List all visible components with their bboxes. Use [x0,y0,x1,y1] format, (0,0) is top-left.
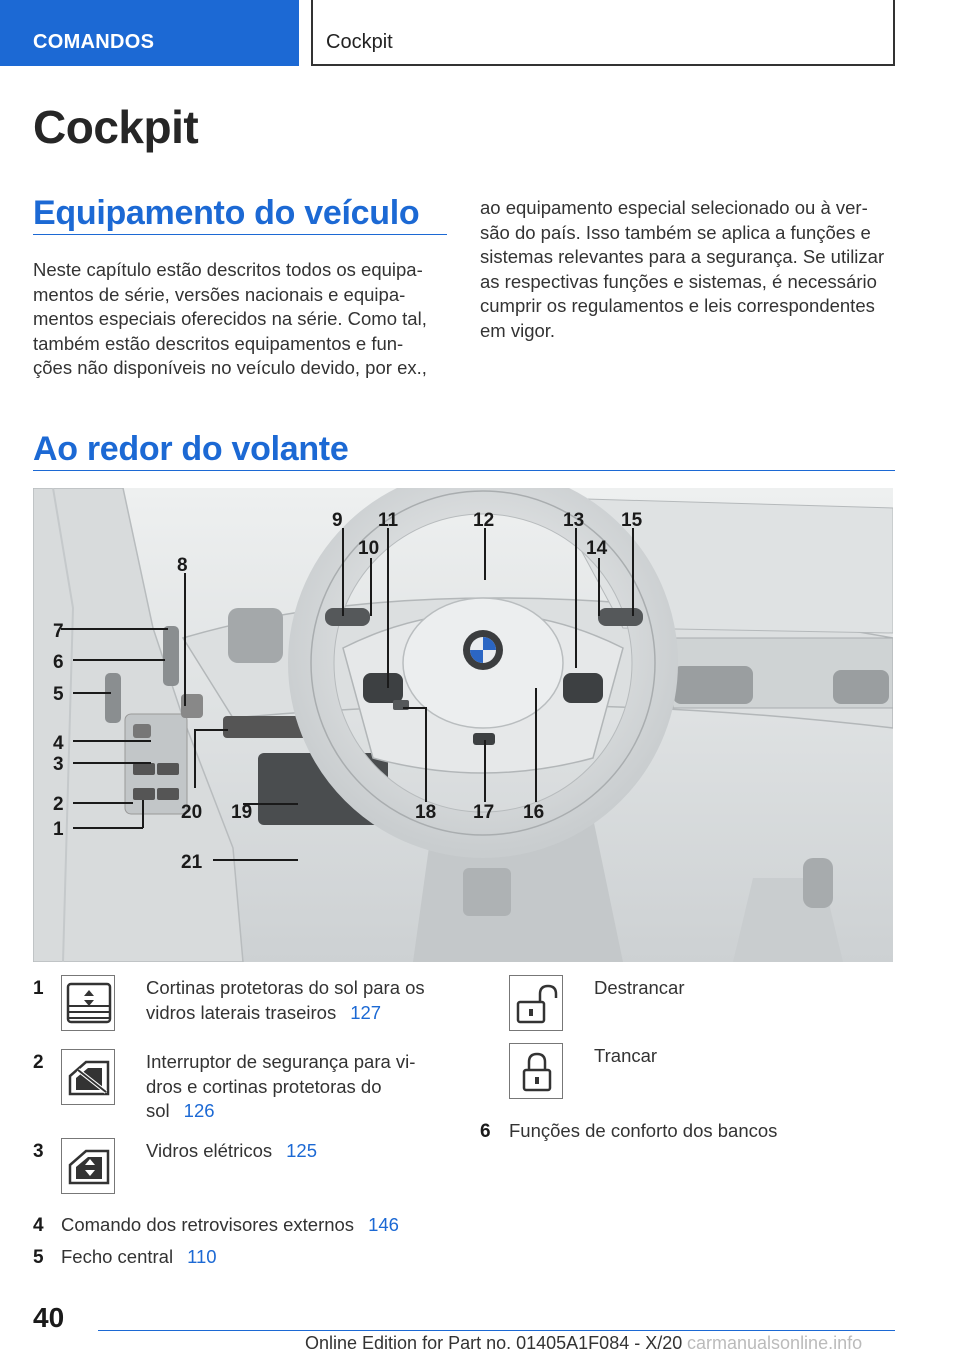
steering-rule [33,470,895,471]
text-line: mentos especiais oferecidos na série. Como tal, [33,308,427,329]
page-title: Cockpit [33,101,199,153]
callout-15: 15 [621,510,643,531]
legend-2-line1: Interruptor de segurança para vi- [146,1051,416,1072]
callout-1: 1 [53,819,64,840]
legend-4-text [61,1213,461,1238]
equipment-heading: Equipamento do veículo [33,194,420,232]
callout-3: 3 [53,754,64,775]
legend-5-pageref[interactable]: 110 [187,1246,217,1267]
legend-1-pageref[interactable]: 127 [350,1001,382,1023]
unlock-label: Destrancar [594,977,685,998]
callout-2: 2 [53,794,64,815]
child-lock-icon-graphic [62,1050,116,1106]
lock-icon [509,1043,563,1099]
callout-16: 16 [523,802,545,823]
child-lock-icon [61,1049,115,1105]
legend-3-text [146,1139,446,1164]
header-tabs [0,0,960,66]
text-line: as respectivas funções e sistemas, é necessário [480,270,877,292]
unlock-icon [509,975,563,1031]
legend-4-pageref[interactable]: 146 [368,1214,399,1235]
watermark: carmanualsonline.info [684,1333,862,1354]
legend-1-line2: vidros laterais traseiros [146,1001,337,1023]
legend-2-text [146,1050,446,1124]
callout-21: 21 [181,852,203,873]
callout-12: 12 [473,510,495,531]
text-line: sistemas relevantes para a segurança. Se utilizar [480,246,885,267]
callout-20: 20 [181,802,203,823]
chapter-tab[interactable]: COMANDOS [0,0,299,66]
legend-3-pageref[interactable]: 125 [286,1140,318,1161]
callout-10: 10 [358,538,380,559]
lock-label: Trancar [594,1045,658,1066]
text-line: Neste capítulo estão descritos todos os equipa- [33,259,423,280]
page-number: 40 [33,1302,65,1333]
steering-heading: Ao redor do volante [33,430,349,468]
sunblind-icon-graphic [62,976,116,1032]
legend-4-number: 4 [33,1215,44,1236]
callout-5: 5 [53,684,64,705]
callout-19: 19 [231,802,253,823]
callout-17: 17 [473,802,495,823]
footer-rule [98,1330,895,1331]
callout-7: 7 [53,621,64,642]
callout-13: 13 [563,510,585,531]
legend-3-line1: Vidros elétricos [146,1140,273,1161]
footer-edition: Online Edition for Part no. 01405A1F084 - X/20 [305,1333,683,1353]
unlock-icon-graphic [510,976,564,1032]
callout-4: 4 [53,733,64,754]
text-line: são do país. Isso também se aplica a funções e [480,221,871,243]
text-line: ções não disponíveis no veículo devido, por ex., [33,357,427,378]
callout-8: 8 [177,555,188,576]
legend-5-number: 5 [33,1247,44,1268]
equipment-text-col2 [480,196,900,343]
text-line: cumprir os regulamentos e leis correspondentes [480,295,875,316]
callout-9: 9 [332,510,343,531]
legend-6-number: 6 [480,1121,491,1142]
legend-2-line3: sol [146,1100,170,1121]
window-icon [61,1138,115,1194]
equipment-text-col1 [33,258,453,381]
legend-2-pageref[interactable]: 126 [183,1100,215,1121]
text-line: ao equipamento especial selecionado ou à ver- [480,197,868,218]
callout-11: 11 [378,510,399,531]
legend-6-text: Funções de conforto dos bancos [509,1120,778,1141]
equipment-rule [33,234,447,235]
callout-6: 6 [53,652,64,673]
callout-14: 14 [586,538,608,559]
text-line: em vigor. [480,319,556,341]
sunblind-icon [61,975,115,1031]
legend-2-number: 2 [33,1052,44,1073]
text-line: também estão descritos equipamentos e fun- [33,332,404,354]
cockpit-illustration [33,488,893,962]
section-tab[interactable]: Cockpit [311,0,895,66]
lock-icon-graphic [510,1044,564,1100]
window-icon-graphic [62,1139,116,1195]
legend-1-text [146,976,446,1025]
callout-18: 18 [415,802,437,823]
legend-5-line1: Fecho central [61,1246,174,1267]
text-line: mentos de série, versões nacionais e equipa- [33,283,406,305]
legend-1-number: 1 [33,978,44,999]
legend-5-text [61,1245,461,1270]
legend-4-line1: Comando dos retrovisores externos [61,1214,355,1235]
cockpit-drawing [33,488,893,962]
legend-2-line2: dros e cortinas protetoras do [146,1075,382,1097]
legend-1-line1: Cortinas protetoras do sol para os [146,977,425,998]
legend-3-number: 3 [33,1141,44,1162]
